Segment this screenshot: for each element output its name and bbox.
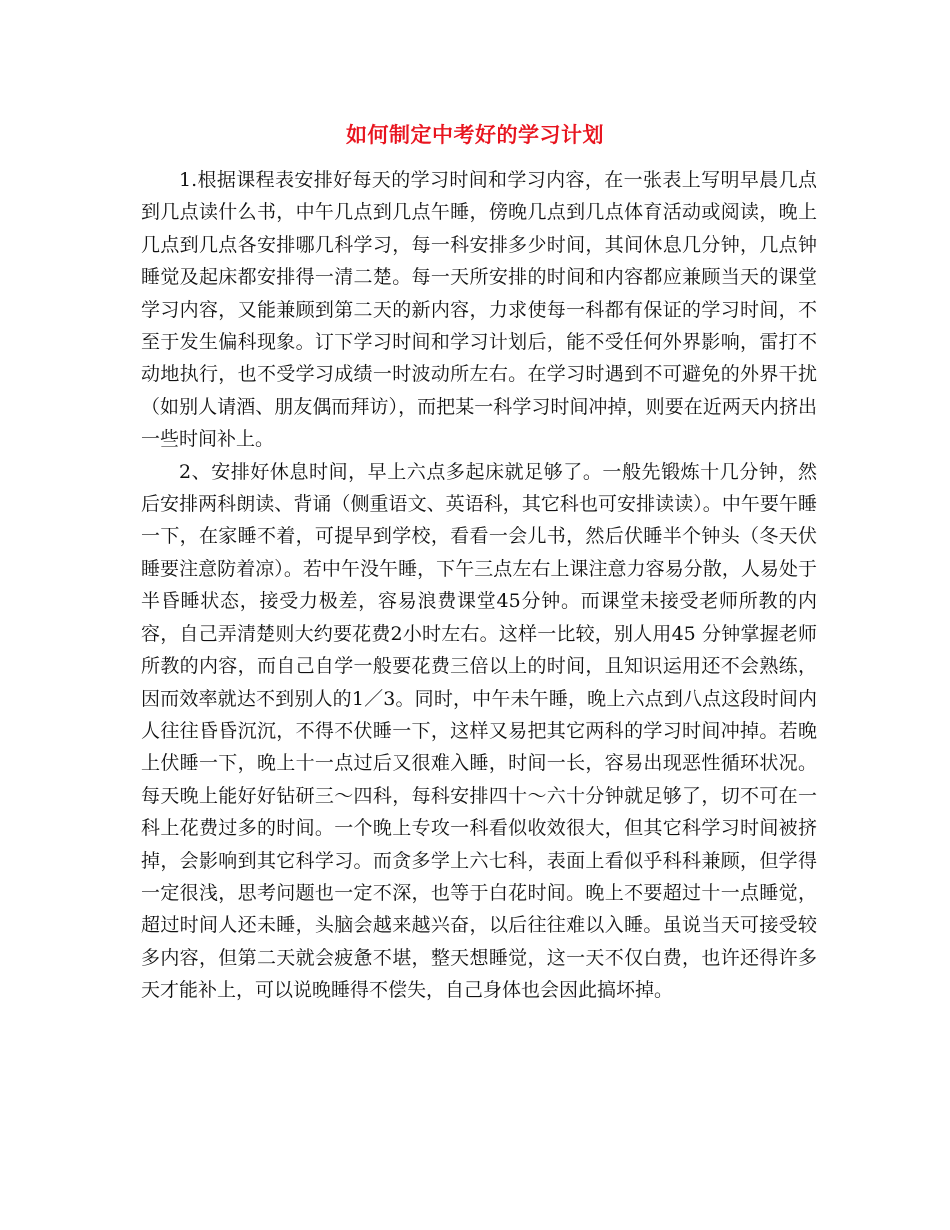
document-body [141, 164, 817, 1007]
document-title: 如何制定中考好的学习计划 [346, 123, 604, 147]
paragraph-2: 2、安排好休息时间，早上六点多起床就足够了。一般先锻炼十几分钟，然后安排两科朗读、背诵（侧重语文、英语科，其它科也可安排读读）。中午要午睡一下，在家睡不着，可提早到学校，看看一会儿书，然后伏睡半个钟头（冬天伏睡要注意防着凉）。若中午没午睡，下午三点左右上课注意力容易分散，人易处于半昏睡状态，接受力极差，容易浪费课堂45分钟。而课堂未接受老师所教的内容，自己弄清楚则大约要花费2小时左右。这样一比较，别人用45 分钟掌握老师所教的内容，而自己自学一般要花费三倍以上的时间，且知识运用还不会熟练，因而效率就达不到别人的1／3。同时，中午未午睡，晚上六点到八点这段时间内人往往昏昏沉沉，不得不伏睡一下，这样又易把其它两科的学习时间冲掉。若晚上伏睡一下，晚上十一点过后又很难入睡，时间一长，容易出现恶性循环状况。每天晚上能好好钻研三～四科，每科安排四十～六十分钟就足够了，切不可在一科上花费过多的时间。一个晚上专攻一科看似收效很大，但其它科学习时间被挤掉，会影响到其它科学习。而贪多学上六七科，表面上看似乎科科兼顾，但学得一定很浅，思考问题也一定不深，也等于白花时间。晚上不要超过十一点睡觉，超过时间人还未睡，头脑会越来越兴奋，以后往往难以入睡。虽说当天可接受较多内容，但第二天就会疲惫不堪，整天想睡觉，这一天不仅白费，也许还得许多天才能补上，可以说晚睡得不偿失，自己身体也会因此搞坏掉。 [141, 460, 817, 1002]
paragraph-1: 1.根据课程表安排好每天的学习时间和学习内容，在一张表上写明早晨几点到几点读什么书，中午几点到几点午睡，傍晚几点到几点体育活动或阅读，晚上几点到几点各安排哪几科学习，每一科安排多少时间，其间休息几分钟，几点钟睡觉及起床都安排得一清二楚。每一天所安排的时间和内容都应兼顾当天的课堂学习内容，又能兼顾到第二天的新内容，力求使每一科都有保证的学习时间，不至于发生偏科现象。订下学习时间和学习计划后，能不受任何外界影响，雷打不动地执行，也不受学习成绩一时波动所左右。在学习时遇到不可避免的外界干扰（如别人请酒、朋友偶而拜访），而把某一科学习时间冲掉，则要在近两天内挤出一些时间补上。 [141, 169, 817, 451]
